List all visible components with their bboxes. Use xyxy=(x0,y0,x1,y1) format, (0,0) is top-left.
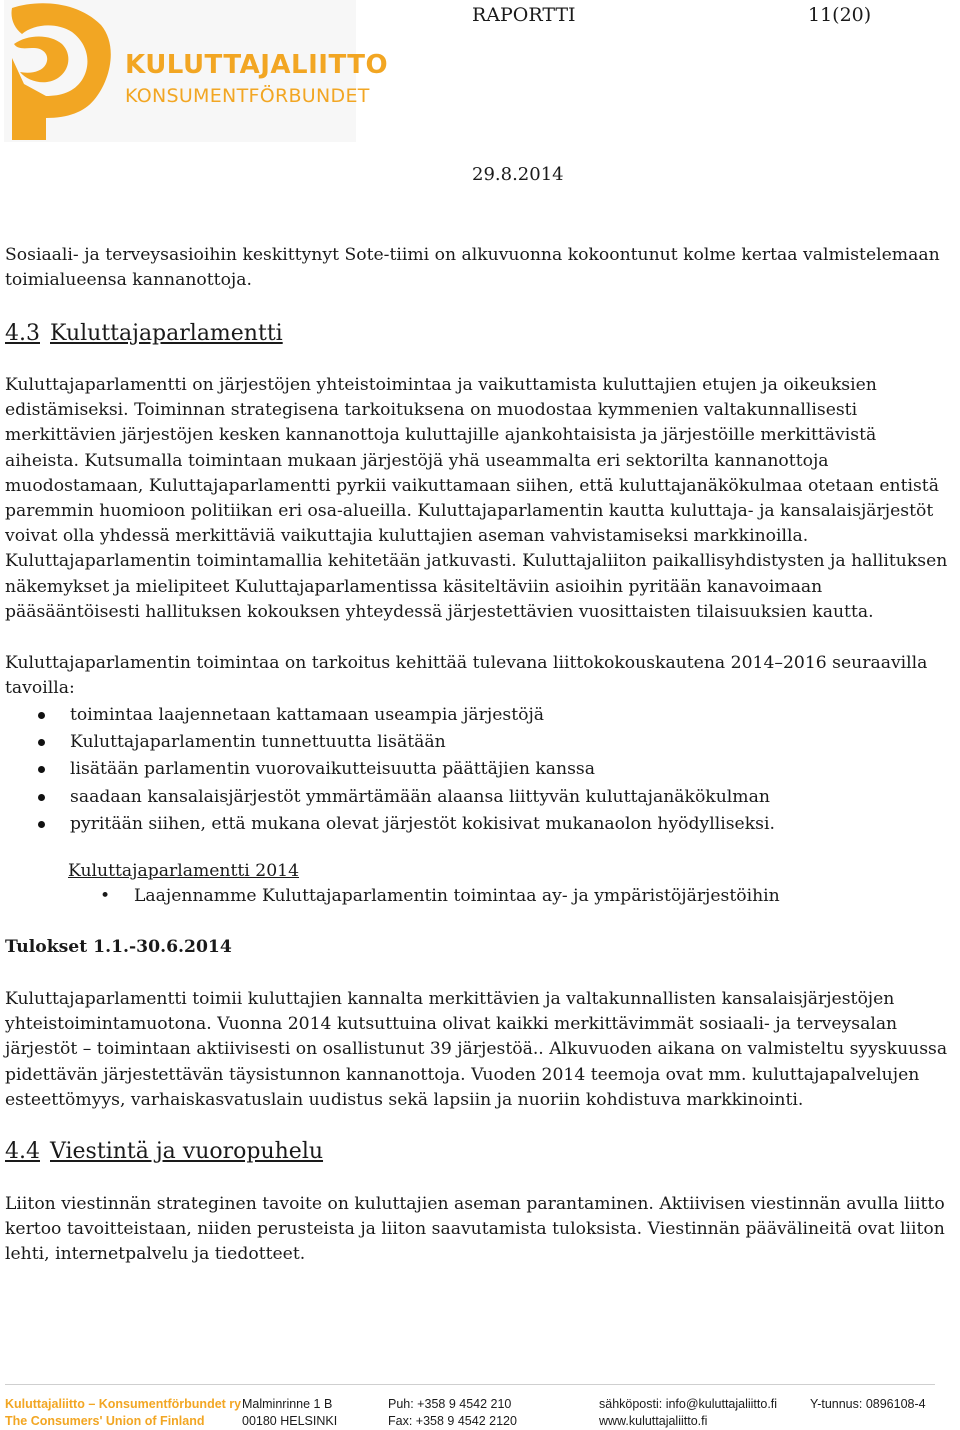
org-logo xyxy=(4,0,389,142)
page-number: 11(20) xyxy=(808,4,872,26)
footer-website[interactable]: www.kuluttajaliitto.fi xyxy=(599,1414,708,1428)
footer-email[interactable]: sähköposti: info@kuluttajaliitto.fi xyxy=(599,1397,778,1411)
footer-org-line1: Kuluttajaliitto – Konsumentförbundet ry xyxy=(5,1397,242,1411)
footer-phone-number: Puh: +358 9 4542 210 xyxy=(388,1397,512,1411)
plan-item-text: Laajennamme Kuluttajaparlamentin toimintaa ay- ja ympäristöjärjestöihin xyxy=(134,886,780,906)
list-item: Kuluttajaparlamentin tunnettuutta lisätään xyxy=(38,730,938,757)
section-4-3-paragraph-2: Kuluttajaparlamentin toimintaa on tarkoitus kehittää tulevana liittokokouskautena 2014–2016 seuraavilla tavoilla: xyxy=(5,653,928,699)
list-item: toimintaa laajennetaan kattamaan useampia järjestöjä xyxy=(38,703,938,730)
footer-address-line2: 00180 HELSINKI xyxy=(242,1414,338,1428)
list-item: lisätään parlamentin vuorovaikutteisuutta päättäjien kanssa xyxy=(38,757,938,784)
intro-paragraph: Sosiaali- ja terveysasioihin keskittynyt Sote-tiimi on alkuvuonna kokoontunut kolme kertaa valmistelemaan toimialueensa kannanottoja. xyxy=(5,245,940,291)
footer-contact xyxy=(599,1396,777,1430)
list-item: pyritään siihen, että mukana olevat järjestöt kokisivat mukanaolon hyödylliseksi. xyxy=(38,812,938,839)
bullet-icon: • xyxy=(100,886,111,906)
list-item: saadaan kansalaisjärjestöt ymmärtämään alaansa liittyvän kuluttajanäkökulman xyxy=(38,785,938,812)
footer-fax-number: Fax: +358 9 4542 2120 xyxy=(388,1414,517,1428)
footer-address xyxy=(242,1396,337,1430)
plan-item xyxy=(100,886,780,906)
footer-phone xyxy=(388,1396,517,1430)
footer-org-line2: The Consumers' Union of Finland xyxy=(5,1414,205,1428)
section-number: 4.3 xyxy=(5,321,40,346)
logo-name-fi: KULUTTAJALIITTO xyxy=(125,50,389,80)
section-heading-4-4 xyxy=(5,1139,323,1164)
footer-business-id: Y-tunnus: 0896108-4 xyxy=(810,1397,926,1411)
plan-title: Kuluttajaparlamentti 2014 xyxy=(68,861,299,881)
section-4-4-paragraph: Liiton viestinnän strateginen tavoite on kuluttajien aseman parantaminen. Aktiivisen viestinnän avulla liitto kertoo tavoitteistaan, niiden perusteista ja liiton saavutamista tuloksista. Viestinnän päävälineitä ovat liiton lehti, internetpalvelu ja tiedotteet. xyxy=(5,1194,945,1265)
section-heading-4-3 xyxy=(5,321,283,346)
section-4-3-paragraph-1: Kuluttajaparlamentti on järjestöjen yhteistoimintaa ja vaikuttamista kuluttajien etujen ja oikeuksien edistämiseksi. Toiminnan strategisena tarkoituksena on muodostaa kymmenien valtakunnallisesti merkittävien järjestöjen kesken kannanottoja kuluttajille ajankohtaisista ja järjestöille merkittävistä aiheista. Kutsumalla toimintaan mukaan järjestöjä yhä useammalta eri sektorilta kannanottoja muodostamaan, Kuluttajaparlamentti pyrkii vaikuttamaan siihen, että kuluttajanäkökulmaa otetaan entistä paremmin huomioon politiikan eri osa-alueilla. Kuluttajaparlamentin kautta kuluttaja- ja kansalaisjärjestöt voivat olla yhdessä merkittäviä vaikuttajia kuluttajien aseman vahvistamiseksi markkinoilla. Kuluttajaparlamentin toimintamallia kehitetään jatkuvasti. Kuluttajaliiton paikallisyhdistysten ja hallituksen näkemykset ja mielipiteet Kuluttajaparlamentissa käsiteltäviin asioihin pyritään kanavoimaan pääsääntöisesti hallituksen kokouksen yhteydessä järjestettävien vuosittaisten tilaisuuksien kautta. xyxy=(5,375,948,622)
results-heading: Tulokset 1.1.-30.6.2014 xyxy=(5,937,232,957)
section-title: Viestintä ja vuoropuhelu xyxy=(50,1139,324,1164)
results-paragraph: Kuluttajaparlamentti toimii kuluttajien kannalta merkittävien ja valtakunnallisten kansalaisjärjestöjen yhteistoimintamuotona. Vuonna 2014 kutsuttuina olivat kaikki merkittävimmät sosiaali- ja terveysalan järjestöt – toimintaan aktiivisesti on osallistunut 39 järjestöä.. Alkuvuoden aikana on valmisteltu syyskuussa pidettävän järjestettävän täysistunnon kannanottoja. Vuoden 2014 teemoja ovat mm. kuluttajapalvelujen esteettömyys, varhaiskasvatuslain uudistus sekä lapsiin ja nuoriin kohdistuva markkinointi. xyxy=(5,989,948,1110)
section-number: 4.4 xyxy=(5,1139,40,1164)
goals-list xyxy=(38,703,938,839)
logo-name-sv: KONSUMENTFÖRBUNDET xyxy=(125,85,370,107)
doc-type: RAPORTTI xyxy=(472,4,576,26)
footer-divider xyxy=(5,1384,935,1385)
doc-date: 29.8.2014 xyxy=(472,164,564,185)
footer-address-line1: Malminrinne 1 B xyxy=(242,1397,333,1411)
footer-org xyxy=(5,1396,241,1430)
logo-emblem-icon xyxy=(6,0,116,142)
section-title: Kuluttajaparlamentti xyxy=(50,321,283,346)
